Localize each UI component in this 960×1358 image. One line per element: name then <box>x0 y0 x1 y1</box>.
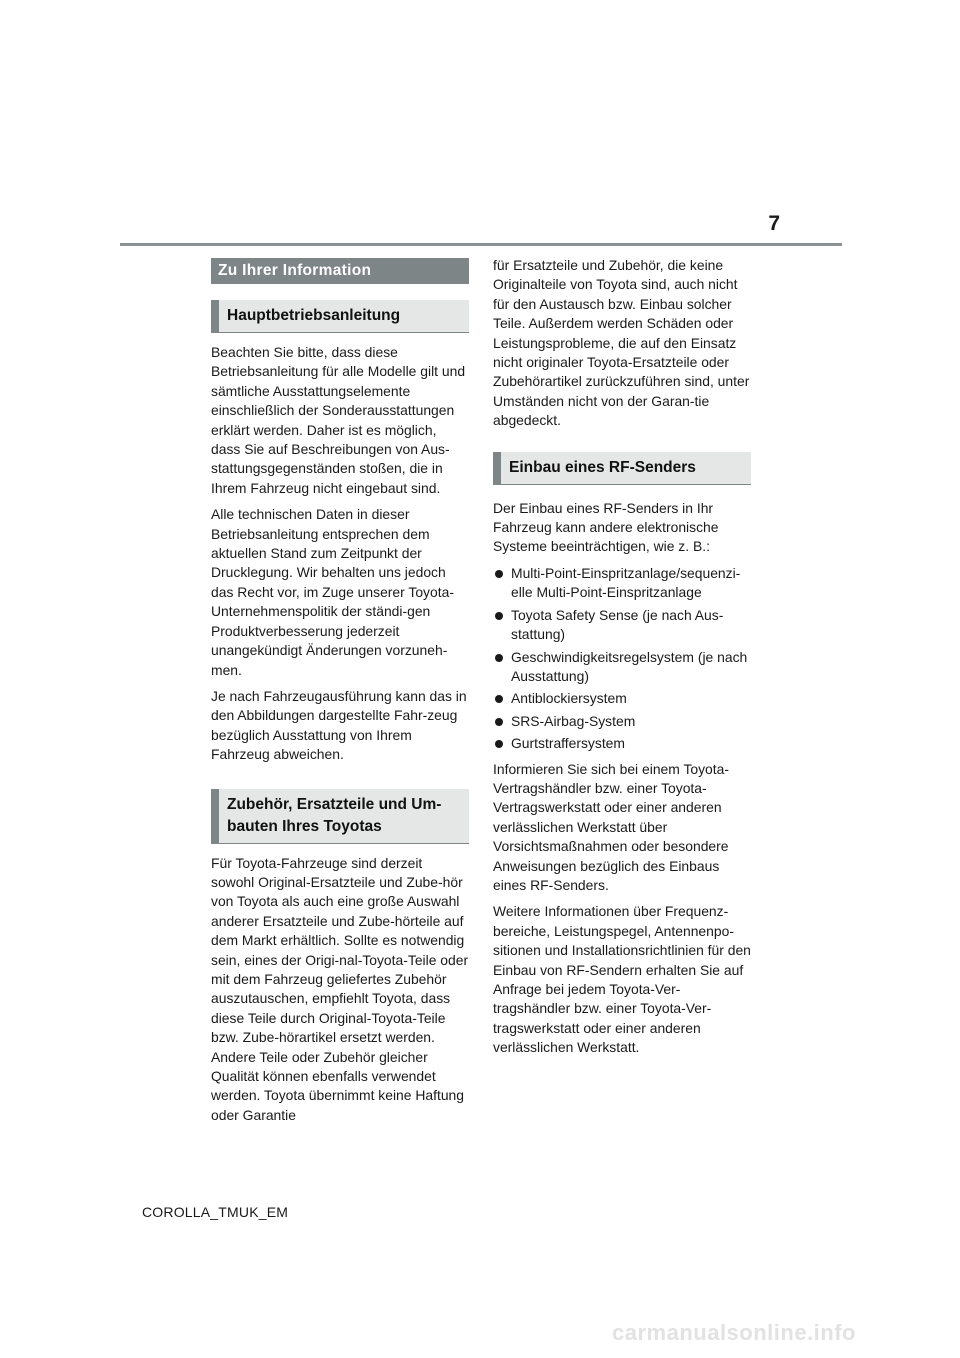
paragraph: Informieren Sie sich bei einem Toyota-Vertragshändler bzw. einer Toyota-Vertragswerkstatt oder einer anderen verlässlichen Werkstatt über Vorsichtsmaßnahmen oder besondere Anweisungen bezüglich des Einbaus eines RF-Senders. <box>493 760 729 893</box>
watermark-logo: carmanualsonline.info <box>612 1320 856 1345</box>
list-item: Toyota Safety Sense (je nach Aus-stattung) <box>493 606 751 645</box>
subheading-zubehoer: Zubehör, Ersatzteile und Um-bauten Ihres Toyotas <box>211 789 469 844</box>
bullet-icon <box>495 740 503 748</box>
bullet-icon <box>495 718 503 726</box>
list-item: SRS-Airbag-System <box>493 712 751 731</box>
list-item: Geschwindigkeitsregelsystem (je nach Ausstattung) <box>493 648 751 687</box>
paragraph: Für Toyota-Fahrzeuge sind derzeit sowohl Original-Ersatzteile und Zube-hör von Toyota als auch eine große Auswahl anderer Ersatzteile und Zube-hörteile auf dem Markt erhältlich. Sollte es notwendig sein, eines der Origi-nal-Toyota-Teile oder mit dem Fahrzeug geliefertes Zubehör auszutauschen, empfiehlt Toyota, dass diese Teile durch Original-Toyota-Teile bzw. Zube-hörartikel ersetzt werden. Andere Teile oder Zubehör gleicher Qualität können ebenfalls verwendet werden. Toyota übernimmt keine Haftung oder Garantie <box>211 854 469 1123</box>
right-column <box>493 256 751 1065</box>
paragraph: Weitere Informationen über Frequenz-bereiche, Leistungspegel, Antennenpo-sitionen und Installationsrichtlinien für den Einbau von RF-Sendern erhalten Sie auf Anfrage bei jedem Toyota-Ver-tragshändler bzw. einer Toyota-Ver-tragswerkstatt oder einer anderen verlässlichen Werkstatt. <box>493 903 751 1056</box>
bullet-list <box>493 564 751 754</box>
paragraph-continuation: für Ersatzteile und Zubehör, die keine Originalteile von Toyota sind, auch nicht für den Austausch bzw. Einbau solcher Teile. Außerdem werden Schäden oder Leistungsprobleme, die auf den Einsatz nicht originaler Toyota-Ersatzteile oder Zubehörartikel zurückzuführen sind, unter Umständen nicht von der Garan-tie abgedeckt. <box>493 257 750 429</box>
bullet-icon <box>495 612 503 620</box>
paragraph: Beachten Sie bitte, dass diese Betriebsanleitung für alle Modelle gilt und sämtliche Ausstattungselemente einschließlich der Sonderausstattungen erklärt werden. Daher ist es möglich, dass Sie auf Beschreibungen von Aus-stattungsgegenständen stoßen, die in Ihrem Fahrzeug nicht eingebaut sind. <box>211 344 466 496</box>
page-number: 7 <box>768 212 780 235</box>
footer-doc-code: COROLLA_TMUK_EM <box>142 1204 289 1220</box>
list-item: Antiblockiersystem <box>493 689 751 708</box>
header-rule <box>120 243 842 246</box>
paragraph: Alle technischen Daten in dieser Betriebsanleitung entsprechen dem aktuellen Stand zum Zeitpunkt der Drucklegung. Wir behalten uns jedoch das Recht vor, im Zuge unserer Toyota-Unternehmenspolitik der ständi-gen Produktverbesserung jederzeit unangekündigt Änderungen vorzuneh-men. <box>211 506 454 678</box>
subheading-hauptbetriebsanleitung: Hauptbetriebsanleitung <box>211 300 469 333</box>
bullet-icon <box>495 570 503 578</box>
bullet-icon <box>495 654 503 662</box>
paragraph: Je nach Fahrzeugausführung kann das in den Abbildungen dargestellte Fahr-zeug bezüglich Ausstattung von Ihrem Fahrzeug abweichen. <box>211 687 467 763</box>
list-item: Gurtstraffersystem <box>493 734 751 753</box>
bullet-icon <box>495 695 503 703</box>
left-column <box>211 258 469 1132</box>
subheading-rf-sender: Einbau eines RF-Senders <box>493 452 751 485</box>
section-title: Zu Ihrer Information <box>211 258 469 284</box>
paragraph: Der Einbau eines RF-Senders in Ihr Fahrzeug kann andere elektronische Systeme beeinträchtigen, wie z. B.: <box>493 499 719 555</box>
list-item: Multi-Point-Einspritzanlage/sequenzi-elle Multi-Point-Einspritzanlage <box>493 564 751 603</box>
